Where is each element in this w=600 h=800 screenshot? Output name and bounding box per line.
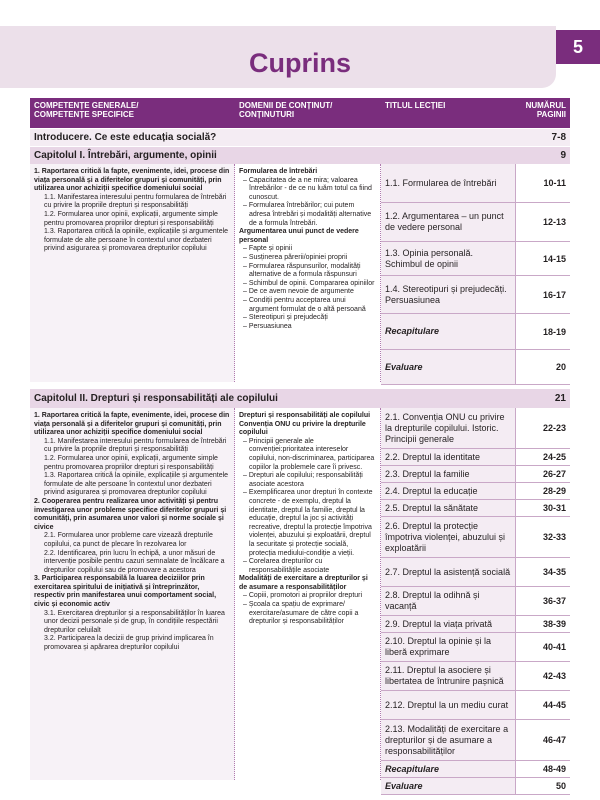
lesson-pages: 30-31: [542, 503, 566, 513]
lesson-row: [381, 408, 570, 449]
lesson-pages: 24-25: [542, 452, 566, 462]
lesson-pages: 48-49: [542, 764, 566, 774]
competenta-item: 1.1. Manifestarea interesului pentru formularea de întrebări cu privire la propriile drepturi și responsabilități: [44, 437, 227, 454]
competenta-item: 3. Participarea responsabilă la luarea deciziilor prin exercitarea spiritului de inițiativă și întreprinzător, respectiv prin manifestarea unui comportament social, civic și economic activ: [34, 575, 217, 609]
col-header-titlu: TITLUL LECȚIEI: [385, 101, 446, 110]
lesson-title: 2.11. Dreptul la asociere și libertatea de întrunire pașnică: [381, 662, 516, 690]
lesson-row: [381, 483, 570, 500]
lesson-row: [381, 587, 570, 616]
competenta-item: 1. Raportarea critică la fapte, evenimente, idei, procese din viața personală și a diferitelor grupuri și comunități, prin utilizarea unor achiziții specifice domeniului social: [34, 412, 230, 437]
lesson-pages: 18-19: [542, 326, 566, 337]
chapter-1-lessons: [381, 164, 570, 382]
continut-item: – Stereotipuri și prejudecăți: [243, 314, 328, 322]
chapter-2-body: [30, 408, 570, 791]
lesson-title: 2.3. Dreptul la familie: [381, 466, 516, 482]
competenta-item: 1.1. Manifestarea interesului pentru formularea de întrebări cu privire la propriile drepturi și responsabilități: [44, 193, 227, 210]
competenta-item: 1. Raportarea critică la fapte, evenimente, idei, procese din viața personală și a diferitelor grupuri și comunități, prin utilizarea unor achiziții specifice domeniului social: [34, 168, 230, 193]
lesson-pages: 40-41: [542, 642, 566, 652]
lesson-title: Recapitulare: [381, 761, 516, 777]
lesson-pages: 50: [555, 781, 566, 791]
continut-item: – Persuasiunea: [243, 322, 292, 330]
lesson-row: [381, 633, 570, 662]
intro-pages: 7-8: [551, 132, 566, 143]
lesson-pages: 32-33: [542, 532, 566, 542]
lesson-pages: 20: [555, 362, 566, 372]
lesson-pages: 38-39: [542, 619, 566, 629]
page-number: 5: [556, 30, 600, 64]
competenta-item: 1.2. Formularea unor opinii, explicații, argumente simple pentru promovarea propriilor drepturi și responsabilități: [44, 210, 218, 227]
competenta-item: 3.1. Exercitarea drepturilor și a responsabilităților în luarea unor decizii personale și de grup, în condițiile respectării drepturilor celuilalt: [44, 609, 225, 634]
continut-item: – Schimbul de opinii. Compararea opiniilor: [243, 279, 375, 287]
lesson-row: [381, 778, 570, 795]
chapter-2-continut: [235, 408, 381, 780]
lesson-row: [381, 350, 570, 385]
continut-item: Convenția ONU cu privire la drepturile copilului: [239, 420, 366, 437]
lesson-title: 2.13. Modalități de exercitare a drepturilor și de asumare a responsabilităților: [381, 720, 516, 760]
lesson-title: 2.4. Dreptul la educație: [381, 483, 516, 499]
continut-item: – Condiții pentru acceptarea unui argument formulat de o altă persoană: [243, 296, 366, 313]
continut-item: – Formularea întrebărilor; cui putem adresa întrebări și modalități alternative de a formula întrebări.: [243, 202, 372, 227]
col-header-domenii: DOMENII DE CONȚINUT/ CONȚINUTURI: [239, 101, 333, 119]
lesson-row: [381, 203, 570, 242]
lesson-row: [381, 720, 570, 761]
continut-item: – Susținerea părerii/opiniei proprii: [243, 253, 348, 261]
continut-item: – Copiii, promotori ai propriilor drepturi: [243, 592, 363, 600]
lesson-row: [381, 314, 570, 350]
continut-item: – Școala ca spațiu de exprimare/ exercitare/asumare de către copii a drepturilor și responsabilităților: [243, 601, 359, 626]
intro-row: [30, 128, 570, 146]
lesson-title: 2.12. Dreptul la un mediu curat: [381, 691, 516, 719]
continut-item: – Drepturi ale copilului; responsabilități asociate acestora: [243, 472, 363, 488]
lesson-pages: 46-47: [542, 735, 566, 745]
page-title: Cuprins: [248, 48, 351, 78]
continut-item: – Capacitatea de a ne mira; valoarea întrebărilor - de ce nu luăm totul ca fiind cunoscut.: [243, 176, 372, 201]
lesson-pages: 44-45: [542, 700, 566, 710]
continut-item: – Fapte și opinii: [243, 245, 293, 253]
chapter-2-row: [30, 388, 570, 408]
competenta-item: 1.3. Raportarea critică la opiniile, explicațiile și argumentele formulate de alte persoane în contextul unor dezbateri privind asigurarea și promovarea drepturilor copilului: [44, 228, 229, 253]
lesson-title: 1.3. Opinia personală. Schimbul de opinii: [381, 242, 516, 275]
chapter-2-competente: [30, 408, 235, 780]
lesson-title: 2.7. Dreptul la asistență socială: [381, 558, 516, 586]
lesson-row: [381, 276, 570, 314]
col-header-competente: COMPETENȚE GENERALE/ COMPETENȚE SPECIFICE: [34, 101, 139, 119]
lesson-pages: 22-23: [542, 423, 566, 433]
lesson-pages: 34-35: [542, 567, 566, 577]
lesson-title: 1.4. Stereotipuri și prejudecăți. Persuasiunea: [381, 276, 516, 313]
competenta-item: 1.3. Raportarea critică la opiniile, explicațiile și argumentele formulate de alte persoane în contextul unor dezbateri privind asigurarea și promovarea drepturilor copilului: [44, 472, 229, 497]
lesson-pages: 26-27: [542, 469, 566, 479]
lesson-row: [381, 616, 570, 633]
lesson-title: 1.2. Argumentarea – un punct de vedere personal: [381, 203, 516, 241]
lesson-row: [381, 691, 570, 720]
lesson-row: [381, 500, 570, 517]
lesson-row: [381, 242, 570, 276]
lesson-title: 2.6. Dreptul la protecție împotriva violenței, abuzului și exploatării: [381, 517, 516, 557]
lesson-title: 1.1. Formularea de întrebări: [381, 164, 516, 202]
lesson-row: [381, 558, 570, 587]
continut-item: – Corelarea drepturilor cu responsabilitățile asociate: [243, 558, 330, 574]
chapter-1-page: 9: [560, 150, 566, 161]
lesson-title: 2.9. Dreptul la viața privată: [381, 616, 516, 632]
contents-table: [30, 98, 570, 791]
continut-item: Formularea de întrebări: [239, 168, 318, 175]
competenta-item: 3.2. Participarea la decizii de grup privind implicarea în promovarea și apărarea drepturilor copilului: [44, 635, 214, 652]
competenta-item: 2.1. Formularea unor probleme care vizează drepturile copilului, ca punct de plecare în rezolvarea lor: [44, 532, 213, 548]
intro-title: Introducere. Ce este educația socială?: [34, 132, 217, 143]
lesson-title: Evaluare: [381, 350, 516, 384]
continut-item: – Formularea răspunsurilor, modalități alternative de a formula răspunsuri: [243, 262, 361, 279]
lesson-row: [381, 761, 570, 778]
lesson-pages: 42-43: [542, 671, 566, 681]
chapter-2-title: Capitolul II. Drepturi și responsabilități ale copilului: [34, 393, 278, 404]
chapter-2-lessons: [381, 408, 570, 791]
continut-item: – De ce avem nevoie de argumente: [243, 288, 354, 296]
lesson-pages: 16-17: [542, 289, 566, 300]
chapter-1-row: [30, 146, 570, 164]
lesson-title: 2.10. Dreptul la opinie și la liberă exprimare: [381, 633, 516, 661]
lesson-title: 2.8. Dreptul la odihnă și vacanță: [381, 587, 516, 615]
continut-item: Argumentarea unui punct de vedere personal: [239, 228, 359, 244]
competenta-item: 2. Cooperarea pentru realizarea unor activități și pentru investigarea unor probleme specifice diferitelor grupuri și comunități, prin asumarea unor valori și norme sociale și civice: [34, 497, 227, 531]
lesson-title: Recapitulare: [381, 314, 516, 349]
lesson-title: 2.2. Dreptul la identitate: [381, 449, 516, 465]
continut-item: – Exemplificarea unor drepturi în contexte concrete - de exemplu, dreptul la identitate, dreptul la familie, dreptul la educație, dreptul la joc și activități recreative, dreptul la protecție împotriva violenței, abuzului și exploatării, dreptul la securitate și protecție socială, protecția mediului-condiție a vieții.: [243, 489, 373, 557]
lesson-pages: 28-29: [542, 486, 566, 496]
lesson-row: [381, 449, 570, 466]
lesson-title: 2.1. Convenția ONU cu privire la drepturile copilului. Istoric. Principii generale: [381, 408, 516, 448]
continut-item: Drepturi și responsabilități ale copilului: [239, 412, 371, 419]
chapter-1-continut: [235, 164, 381, 382]
lesson-row: [381, 517, 570, 558]
chapter-2-page: 21: [554, 393, 566, 404]
chapter-1-body: [30, 164, 570, 382]
lesson-title: 2.5. Dreptul la sănătate: [381, 500, 516, 516]
lesson-pages: 10-11: [543, 178, 566, 188]
lesson-row: [381, 662, 570, 691]
col-header-pagini: NUMĂRUL PAGINII: [525, 101, 566, 119]
competenta-item: 1.2. Formularea unor opinii, explicații, argumente simple pentru promovarea propriilor drepturi și responsabilități: [44, 454, 218, 471]
lesson-row: [381, 466, 570, 483]
lesson-title: Evaluare: [381, 778, 516, 794]
lesson-row: [381, 164, 570, 203]
competenta-item: 2.2. Identificarea, prin lucru în echipă, a unor măsuri de intervenție posibile pentru cazuri semnalate de încălcare a drepturilor copilului sau de promovare a acestora: [44, 549, 225, 574]
table-header: [30, 98, 570, 128]
chapter-1-competente: [30, 164, 235, 382]
lesson-pages: 12-13: [542, 217, 566, 227]
lesson-pages: 14-15: [542, 253, 566, 264]
chapter-1-title: Capitolul I. Întrebări, argumente, opinii: [34, 150, 217, 161]
lesson-pages: 36-37: [542, 596, 566, 606]
continut-item: Modalități de exercitare a drepturilor și de asumare a responsabilităților: [239, 575, 368, 591]
continut-item: – Principii generale ale convenției:prioritatea intereselor copilului, non-discriminarea, participarea copiilor la problemele care îi privesc.: [243, 437, 375, 471]
